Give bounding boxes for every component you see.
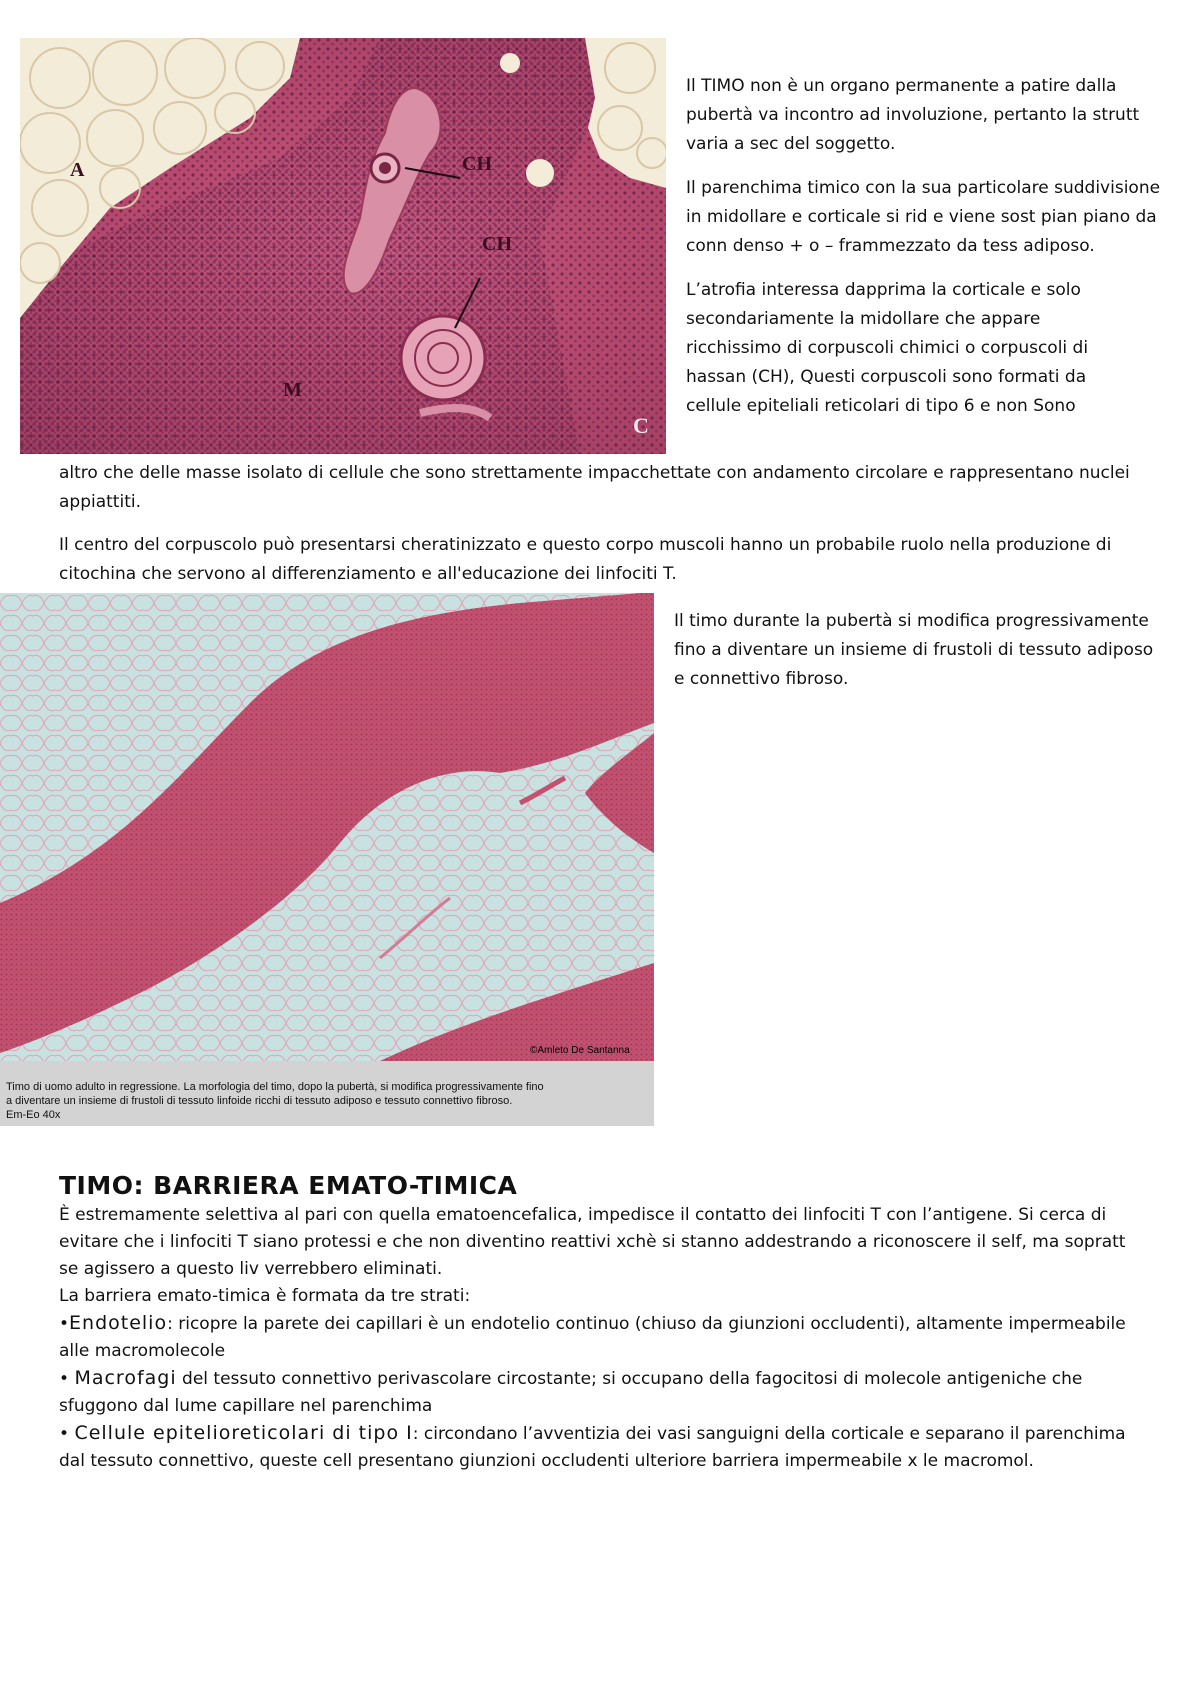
item-text: circondano l’avventizia dei vasi sanguigni della corticale e separano il parenchima dal tessuto connettivo, queste cell presentano giunzioni occludenti ulteriore barriera impermeabile x le macromol. — [59, 1424, 1126, 1471]
text-fullwidth-1 — [59, 459, 1149, 589]
paragraph-4: Il centro del corpuscolo può presentarsi cheratinizzato e questo corpo muscoli hanno un probabile ruolo nella produzione di citochina che servono al differenziamento e all'educazione dei linfociti T. — [59, 535, 1112, 584]
section-intro: È estremamente selettiva al pari con quella ematoencefalica, impedisce il contatto dei linfociti T con l’antigene. Si cerca di evitare che i linfociti T siano protessi e che non diventino reattivi xchè si stanno addestrando a riconoscere il self, ma sopratt se agissero a questo liv verrebbero eliminati. — [59, 1205, 1126, 1279]
paragraph-1: Il TIMO non è un organo permanente a patire dalla pubertà va incontro ad involuzione, pertanto la strutt varia a sec del soggetto. — [686, 76, 1140, 154]
label-ch-1: CH — [462, 153, 492, 175]
text-column-right — [686, 72, 1166, 421]
paragraph-3-line: hassan (CH), Questi corpuscoli sono formati da — [686, 367, 1087, 387]
figure-2-caption-box — [0, 1061, 654, 1126]
barrier-item-endotelio — [59, 1310, 1149, 1365]
section-barriera — [59, 1171, 1149, 1475]
barrier-item-macrofagi — [59, 1365, 1149, 1420]
thymus-micrograph-2 — [0, 593, 654, 1061]
bullet: • — [59, 1369, 75, 1389]
thymus-micrograph-1 — [20, 38, 666, 454]
label-c: C — [633, 413, 649, 438]
caption-line: a diventare un insieme di frustoli di tessuto linfoide ricchi di tessuto adiposo e tessuto connettivo fibroso. — [6, 1095, 513, 1107]
paragraph-2: Il parenchima timico con la sua particolare suddivisione in midollare e corticale si rid e viene sost pian piano da conn denso + o – frammezzato da tess adiposo. — [686, 178, 1161, 256]
item-text: ricopre la parete dei capillari è un endotelio continuo (chiuso da giunzioni occludenti), altamente impermeabile alle macromolecole — [59, 1314, 1126, 1361]
bullet: • — [59, 1424, 75, 1444]
paragraph-3-continuation: altro che delle masse isolato di cellule che sono strettamente impacchettate con andamento circolare e rappresentano nuclei appiattiti. — [59, 463, 1130, 512]
term-macrofagi: Macrofagi — [74, 1367, 177, 1389]
text-column-right-2 — [674, 607, 1154, 694]
term-endotelio: Endotelio — [69, 1312, 168, 1334]
section-lead: La barriera emato-timica è formata da tre strati: — [59, 1286, 471, 1306]
separator: : — [412, 1424, 424, 1444]
caption-line: Timo di uomo adulto in regressione. La morfologia del timo, dopo la pubertà, si modifica progressivamente fino — [6, 1081, 544, 1093]
paragraph-5: Il timo durante la pubertà si modifica progressivamente fino a diventare un insieme di frustoli di tessuto adiposo e connettivo fibroso. — [674, 611, 1154, 689]
term-cellule-epitelioreticolari: Cellule epitelioreticolari di tipo I — [74, 1422, 413, 1444]
paragraph-3-line: L’atrofia interessa dapprima la corticale e solo — [686, 280, 1081, 300]
paragraph-3-line: ricchissimo di corpuscoli chimici o corpuscoli di — [686, 338, 1089, 358]
section-title: TIMO: BARRIERA EMATO-TIMICA — [59, 1171, 518, 1200]
paragraph-3-lines — [686, 276, 1166, 421]
label-m: M — [283, 379, 302, 401]
micrograph-1-drawing — [20, 38, 666, 454]
micrograph-2-drawing — [0, 593, 654, 1061]
bullet: • — [59, 1314, 70, 1334]
figure-2-credit: ©Amleto De Santanna — [530, 1045, 630, 1056]
figure-2-caption — [0, 1061, 654, 1122]
separator: : — [167, 1314, 179, 1334]
paragraph-3-line: cellule epiteliali reticolari di tipo 6 e non Sono — [686, 396, 1076, 416]
item-text: del tessuto connettivo perivascolare circostante; si occupano della fagocitosi di molecole antigeniche che sfuggono dal lume capillare nel parenchima — [59, 1369, 1083, 1416]
paragraph-3-line: secondariamente la midollare che appare — [686, 309, 1041, 329]
caption-line: Em-Eo 40x — [6, 1109, 61, 1121]
label-ch-2: CH — [482, 233, 512, 255]
label-a: A — [70, 159, 85, 181]
barrier-item-cellule — [59, 1420, 1149, 1475]
